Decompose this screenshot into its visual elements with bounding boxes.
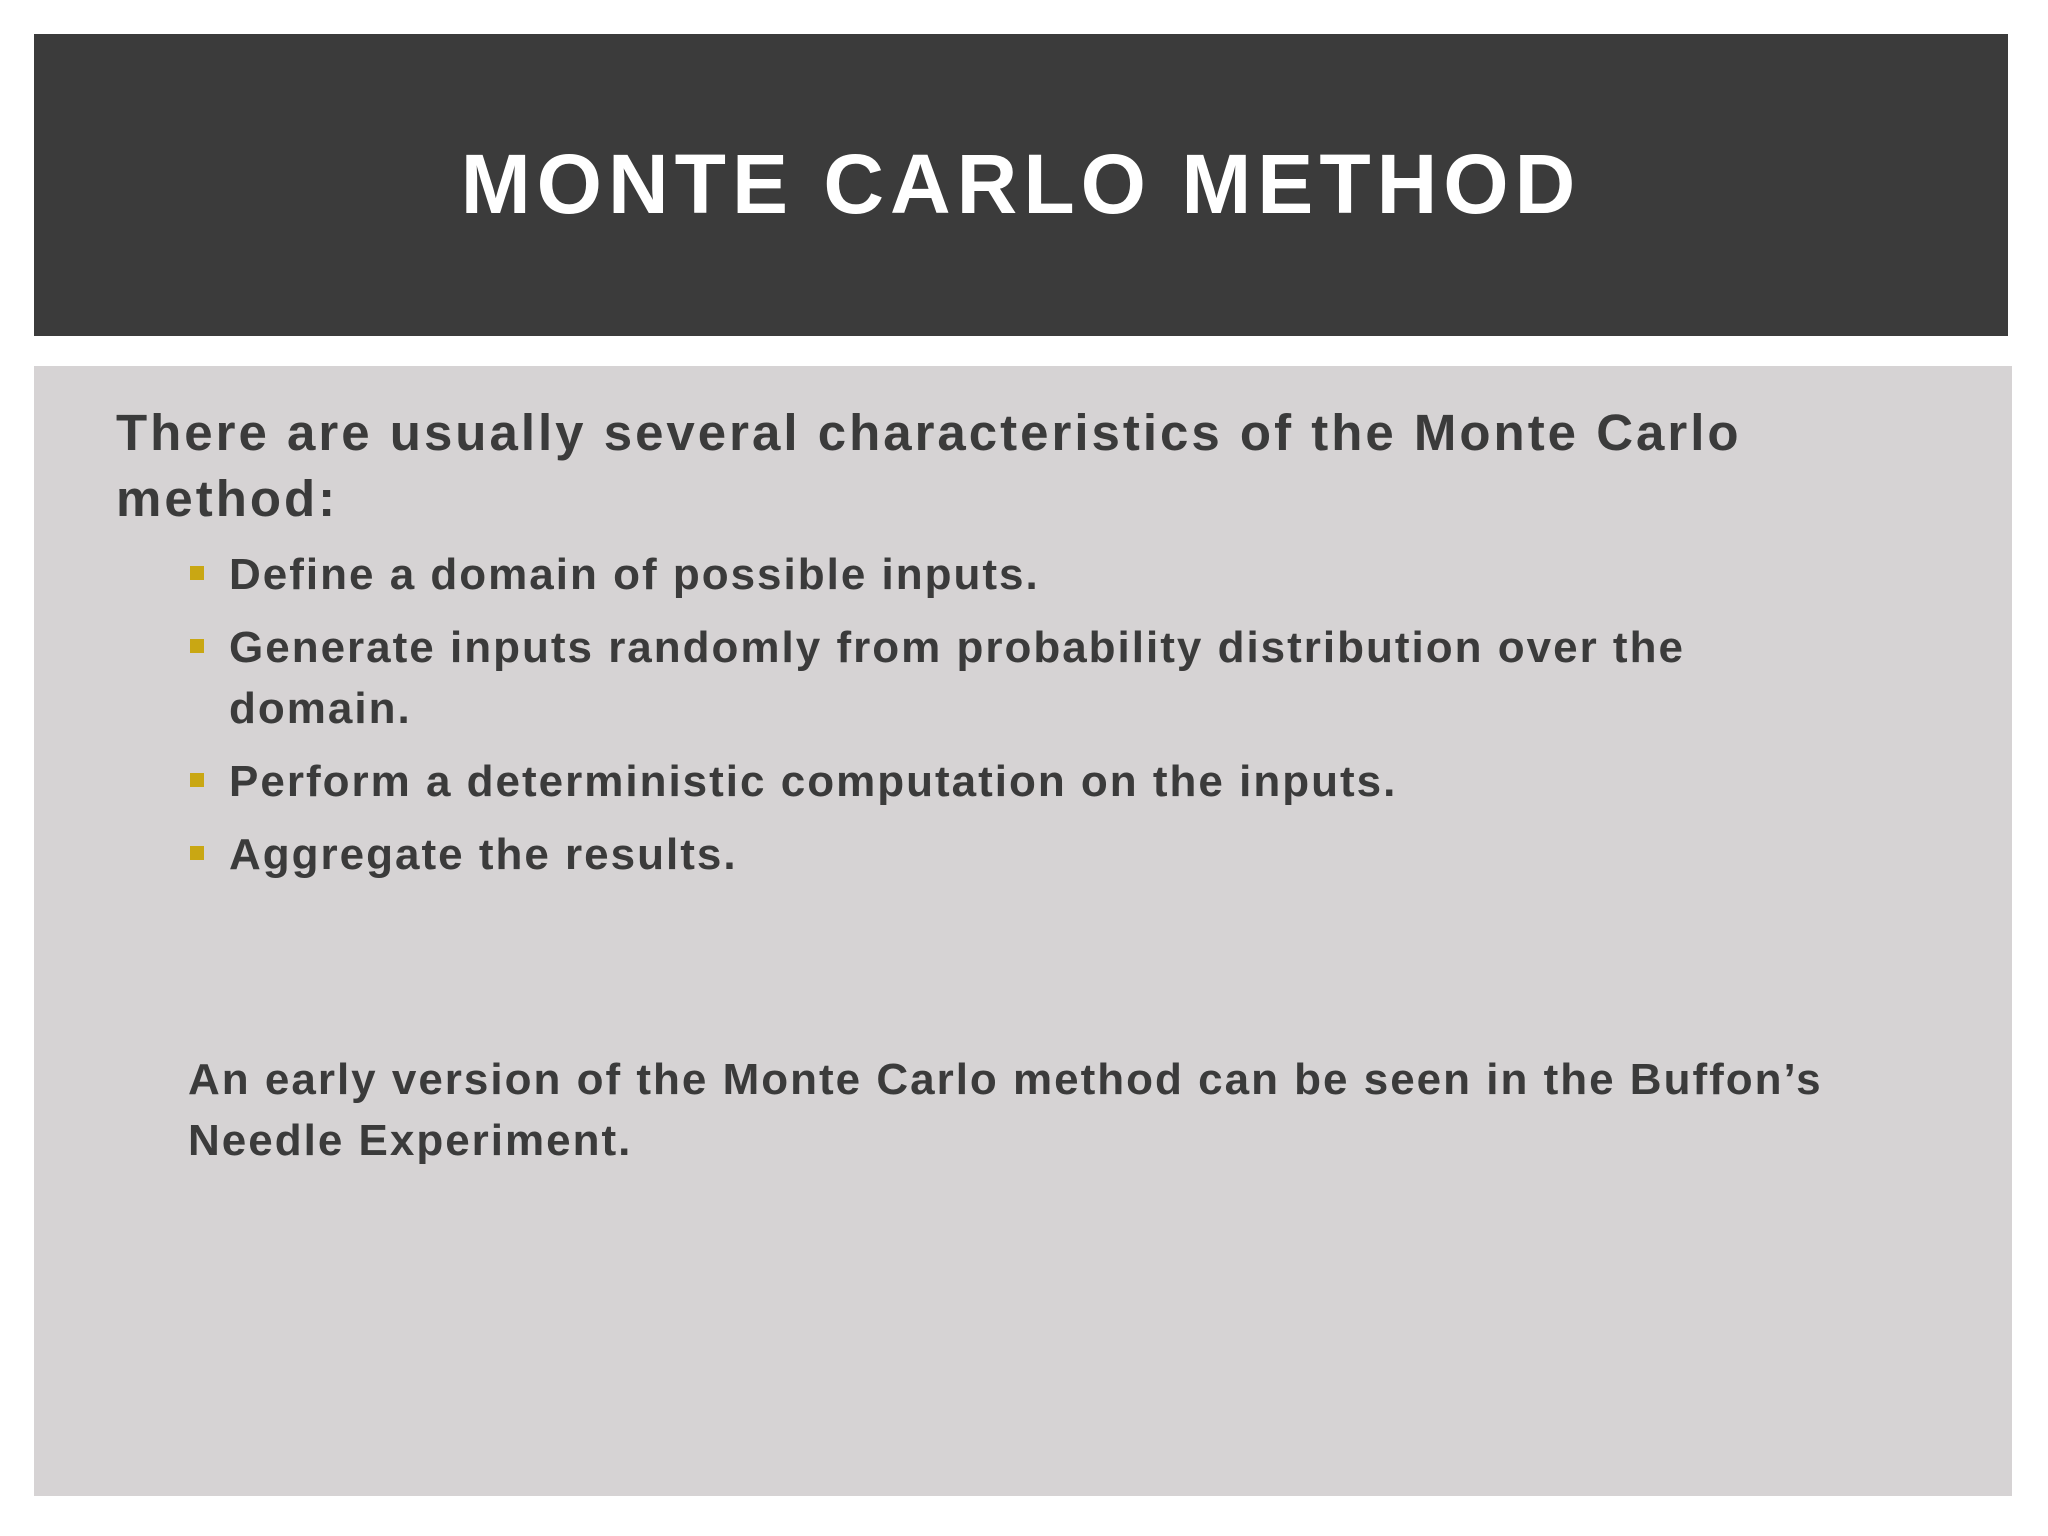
bullet-list <box>190 544 1850 897</box>
square-bullet-icon <box>190 566 204 580</box>
bullet-text: Generate inputs randomly from probability distribution over the domain. <box>229 623 1685 733</box>
content-panel <box>34 366 2012 1496</box>
bullet-item <box>190 544 1850 605</box>
bullet-text: Perform a deterministic computation on the inputs. <box>229 757 1398 806</box>
square-bullet-icon <box>190 639 204 653</box>
square-bullet-icon <box>190 773 204 787</box>
bullet-text: Aggregate the results. <box>229 830 738 879</box>
bullet-text: Define a domain of possible inputs. <box>229 550 1040 599</box>
intro-text: There are usually several characteristics of the Monte Carlo method: <box>116 404 1742 527</box>
closing-text: An early version of the Monte Carlo method can be seen in the Buffon’s Needle Experiment. <box>188 1055 1823 1165</box>
square-bullet-icon <box>190 846 204 860</box>
slide-title: MONTE CARLO METHOD <box>460 136 1582 231</box>
bullet-item <box>190 751 1850 812</box>
title-bar <box>34 34 2008 336</box>
bullet-item <box>190 617 1850 739</box>
bullet-item <box>190 824 1850 885</box>
